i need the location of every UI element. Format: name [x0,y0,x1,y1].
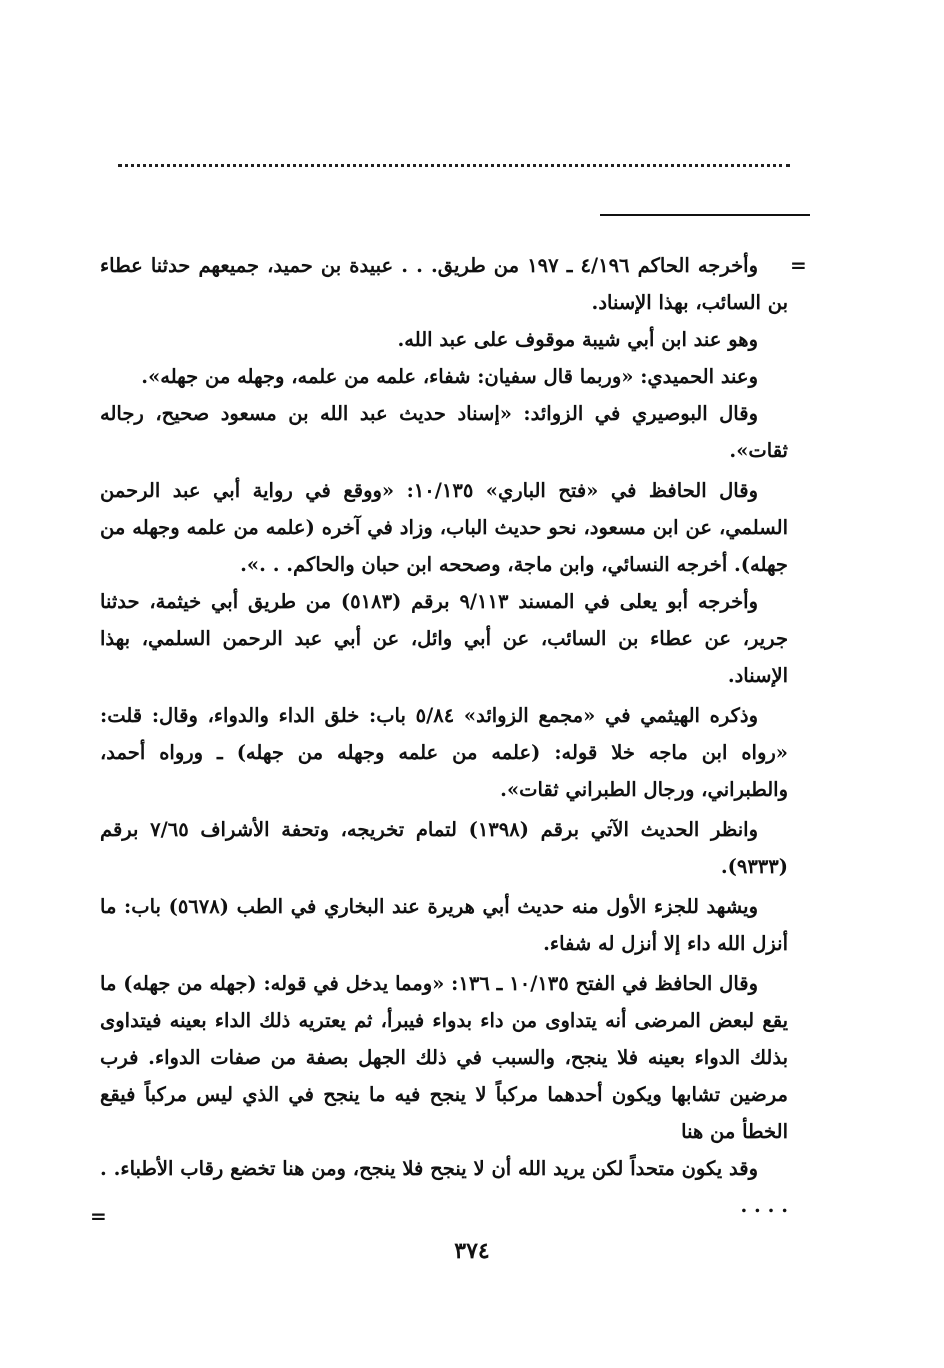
paragraph: وقال البوصيري في الزوائد: «إسناد حديث عبد الله بن مسعود صحيح، رجاله ثقات». [100,402,788,462]
paragraph: ويشهد للجزء الأول منه حديث أبي هريرة عند البخاري في الطب (٥٦٧٨) باب: ما أنزل الله داء إلا أنزل له شفاء. [100,895,788,955]
paragraph: وذكره الهيثمي في «مجمع الزوائد» ٥/٨٤ باب: خلق الداء والدواء، وقال: قلت: «رواه ابن ماجه خلا قوله: (علمه من علمه وجهله من جهله) ـ ورواه أحمد، والطبراني، ورجال الطبراني ثقات». [100,704,788,801]
page-number: ٣٧٤ [454,1238,490,1264]
paragraph: وعند الحميدي: «وربما قال سفيان: شفاء، علمه من علمه، وجهله من جهله». [141,365,758,388]
paragraph: وقال الحافظ في «فتح الباري» ١٠/١٣٥: «ووقع في رواية أبي عبد الرحمن السلمي، عن ابن مسعود، نحو حديث الباب، وزاد في آخره (علمه من علمه وجهله من جهله). أخرجه النسائي، وابن ماجة، وصححه ابن حبان والحاكم. . .». [100,479,788,576]
paragraph: وقد يكون متحداً لكن يريد الله أن لا ينجح فلا ينجح، ومن هنا تخضع رقاب الأطباء. . . . . . [100,1157,788,1217]
paragraph: وأخرجه الحاكم ٤/١٩٦ ـ ١٩٧ من طريق. . . عبيدة بن حميد، جميعهم حدثنا عطاء بن السائب، بهذا الإسناد. [100,254,788,314]
footnote-separator-line [600,214,810,216]
continuation-mark-top: = [790,253,807,277]
paragraph: وأخرجه أبو يعلى في المسند ٩/١١٣ برقم (٥١٨٣) من طريق أبي خيثمة، حدثنا جرير، عن عطاء بن السائب، عن أبي وائل، عن أبي عبد الرحمن السلمي، بهذا الإسناد. [100,590,788,687]
paragraph: وقال الحافظ في الفتح ١٠/١٣٥ ـ ١٣٦: «ومما يدخل في قوله: (جهله من جهله) ما يقع لبعض المرضى أنه يتداوى من داء بدواء فيبرأ، ثم يعتريه ذلك الداء بعينه فيتداوى بذلك الدواء بعينه فلا ينجح، والسبب في ذلك الجهل بصفة من صفات الدواء. فرب مرضين تشابها ويكون أحدهما مركباً لا ينجح فيه ما ينجح في الذي ليس مركباً فيقع الخطأ من هنا [100,972,788,1143]
paragraph: وانظر الحديث الآتي برقم (١٣٩٨) لتمام تخريجه، وتحفة الأشراف ٧/٦٥ برقم (٩٣٣٣). [100,818,788,878]
footnote-text [100,247,788,1224]
continuation-mark-bottom: = [90,1204,107,1228]
dotted-separator [118,164,790,167]
paragraph: وهو عند ابن أبي شيبة موقوف على عبد الله. [397,328,758,351]
